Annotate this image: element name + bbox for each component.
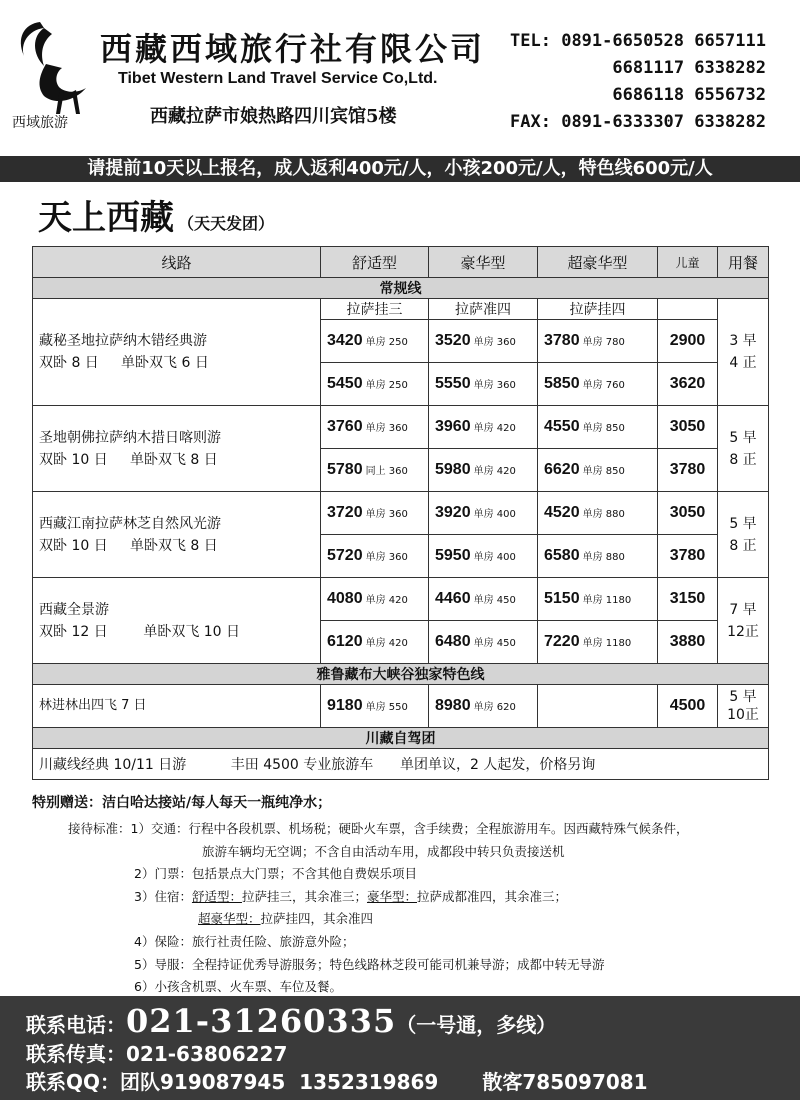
single-room-note: 单房 620 bbox=[473, 702, 516, 713]
price-cell bbox=[538, 320, 658, 363]
price-cell bbox=[538, 621, 658, 664]
price: 3720 bbox=[327, 504, 363, 521]
special-gift: 特别赠送：洁白哈达接站/每人每天一瓶纯净水； bbox=[32, 795, 332, 811]
header-super-luxury: 超豪华型 bbox=[538, 247, 658, 278]
qq-label: 联系QQ： bbox=[26, 1070, 121, 1094]
section-row bbox=[33, 278, 769, 299]
price-cell bbox=[321, 685, 429, 728]
price-cell bbox=[321, 535, 429, 578]
price-cell bbox=[429, 621, 538, 664]
title-sub: （天天发团） bbox=[178, 214, 275, 233]
single-room-note: 单房 360 bbox=[473, 337, 516, 348]
price: 7220 bbox=[544, 633, 580, 650]
logo-text: 西域旅游 bbox=[12, 115, 68, 131]
header-route: 线路 bbox=[33, 247, 321, 278]
hotel-super: 拉萨挂四 bbox=[538, 299, 658, 320]
price: 3920 bbox=[435, 504, 471, 521]
section-special: 雅鲁藏布大峡谷独家特色线 bbox=[33, 664, 769, 685]
tel-row: 6681117 6338282 bbox=[612, 58, 766, 78]
page-title bbox=[38, 190, 274, 239]
price-cell bbox=[429, 492, 538, 535]
term-item bbox=[68, 908, 688, 931]
single-room-note: 单房 420 bbox=[473, 423, 516, 434]
single-room-note: 单房 780 bbox=[582, 337, 625, 348]
price-cell bbox=[429, 685, 538, 728]
term-text: 拉萨挂四，其余准四 bbox=[260, 911, 374, 927]
price: 3960 bbox=[435, 418, 471, 435]
ibex-logo-icon bbox=[10, 14, 94, 124]
fax-number: 021-63806227 bbox=[126, 1042, 288, 1066]
price: 6620 bbox=[544, 461, 580, 478]
route-cell bbox=[33, 406, 321, 492]
tel-row: 6686118 6556732 bbox=[612, 85, 766, 105]
price-cell bbox=[538, 363, 658, 406]
term-item: 2）门票：包括景点大门票；不含其他自费娱乐项目 bbox=[134, 866, 417, 882]
price: 5850 bbox=[544, 375, 580, 392]
single-room-note: 单房 450 bbox=[473, 638, 516, 649]
header-comfort: 舒适型 bbox=[321, 247, 429, 278]
price-cell bbox=[429, 535, 538, 578]
price: 6480 bbox=[435, 633, 471, 650]
term-text: 舒适型： bbox=[191, 888, 242, 904]
route-name: 西藏全景游 bbox=[39, 601, 109, 618]
route-detail: 双卧 10 日 单卧双飞 8 日 bbox=[39, 537, 218, 554]
price-cell bbox=[321, 621, 429, 664]
contact-numbers bbox=[510, 28, 766, 136]
meal-cell bbox=[718, 578, 769, 664]
term-item: 5）导服：全程持证优秀导游服务；特色线路林芝段可能司机兼导游；成都中转无导游 bbox=[134, 956, 605, 972]
header-luxury: 豪华型 bbox=[429, 247, 538, 278]
route-cell bbox=[33, 685, 321, 728]
term-item: 旅游车辆均无空调；不含自由活动车用，成都段中转只负责接送机 bbox=[202, 843, 565, 859]
single-room-note: 单房 420 bbox=[473, 466, 516, 477]
meal-main: 4 正 bbox=[729, 355, 757, 371]
price-cell bbox=[538, 535, 658, 578]
price: 5720 bbox=[327, 547, 363, 564]
header bbox=[0, 0, 800, 150]
price: 4460 bbox=[435, 590, 471, 607]
term-text: 拉萨挂三，其余准三； bbox=[241, 888, 367, 904]
single-room-note: 单房 420 bbox=[365, 595, 408, 606]
price: 5950 bbox=[435, 547, 471, 564]
child-price: 3880 bbox=[658, 621, 718, 664]
single-room-note: 单房 360 bbox=[365, 509, 408, 520]
section-self-drive: 川藏自驾团 bbox=[33, 728, 769, 749]
section-regular: 常规线 bbox=[33, 278, 769, 299]
meal-main: 8 正 bbox=[729, 451, 757, 468]
price-cell bbox=[538, 578, 658, 621]
empty-cell bbox=[538, 685, 658, 728]
fax-number: 6338282 bbox=[694, 112, 766, 132]
meal-breakfast: 7 早 bbox=[729, 601, 757, 618]
table-row bbox=[33, 299, 769, 320]
meal-breakfast: 5 早 bbox=[729, 515, 757, 532]
price: 5980 bbox=[435, 461, 471, 478]
single-room-note: 单房 250 bbox=[365, 337, 408, 348]
table-row bbox=[33, 578, 769, 621]
route-cell bbox=[33, 299, 321, 406]
route-name: 西藏江南拉萨林芝自然风光游 bbox=[39, 515, 221, 532]
term-item: 接待标准：1）交通：行程中各段机票、机场税；硬卧火车票，含手续费；全程旅游用车。因西藏特殊气候条件， bbox=[68, 821, 689, 836]
single-room-note: 单房 360 bbox=[365, 423, 408, 434]
single-room-note: 单房 880 bbox=[582, 509, 625, 520]
phone-note: （一号通，多线） bbox=[396, 1013, 557, 1037]
price: 4520 bbox=[544, 504, 580, 521]
price-cell bbox=[429, 320, 538, 363]
price: 3780 bbox=[544, 332, 580, 349]
term-text: 3）住宿： bbox=[134, 888, 192, 904]
route-detail: 双卧 12 日 单卧双飞 10 日 bbox=[39, 623, 241, 640]
route-cell bbox=[33, 492, 321, 578]
single-room-note: 单房 1180 bbox=[582, 595, 632, 606]
terms-list bbox=[68, 818, 688, 999]
meal-main: 10正 bbox=[727, 707, 759, 723]
tel-number: 6657111 bbox=[694, 31, 766, 51]
self-drive-info: 川藏线经典 10/11 日游 丰田 4500 专业旅游车 单团单议，2 人起发，价格另询 bbox=[33, 749, 769, 780]
fax-label: FAX: bbox=[510, 112, 551, 132]
meal-main: 8 正 bbox=[729, 537, 757, 554]
meal-breakfast: 5 早 bbox=[729, 689, 757, 705]
child-price: 3780 bbox=[658, 449, 718, 492]
meal-breakfast: 3 早 bbox=[729, 333, 757, 349]
header-meal: 用餐 bbox=[718, 247, 769, 278]
child-price: 3050 bbox=[658, 492, 718, 535]
price: 5780 bbox=[327, 461, 363, 478]
tel-number: 0891-6650528 bbox=[561, 31, 685, 51]
term-item bbox=[68, 886, 688, 909]
price: 3420 bbox=[327, 332, 363, 349]
contact-qq-line bbox=[26, 1066, 648, 1095]
child-price: 2900 bbox=[658, 319, 717, 362]
child-price: 3780 bbox=[658, 535, 718, 578]
single-room-note: 单房 1180 bbox=[582, 638, 632, 649]
qq-single: 散客785097081 bbox=[482, 1070, 648, 1094]
single-room-note: 单房 250 bbox=[365, 380, 408, 391]
term-text: 超豪华型： bbox=[198, 911, 261, 927]
meal-cell bbox=[718, 299, 769, 406]
meal-main: 12正 bbox=[727, 623, 759, 640]
price-cell bbox=[538, 406, 658, 449]
company-name-cn: 西藏西域旅行社有限公司 bbox=[100, 30, 486, 68]
term-text: 豪华型： bbox=[366, 888, 417, 904]
single-room-note: 单房 400 bbox=[473, 552, 516, 563]
meal-cell bbox=[718, 492, 769, 578]
route-name: 圣地朝佛拉萨纳木措日喀则游 bbox=[39, 429, 221, 446]
price-cell bbox=[538, 492, 658, 535]
tel-label: TEL: bbox=[510, 31, 551, 51]
contact-fax-line bbox=[26, 1038, 287, 1067]
meal-breakfast: 5 早 bbox=[729, 429, 757, 446]
contact-phone-line bbox=[26, 1002, 556, 1040]
price-cell bbox=[321, 449, 429, 492]
qq-team: 团队919087945 1352319869 bbox=[120, 1070, 439, 1094]
price-cell bbox=[429, 363, 538, 406]
single-room-note: 单房 360 bbox=[365, 552, 408, 563]
single-room-note: 单房 760 bbox=[582, 380, 625, 391]
table-row bbox=[33, 406, 769, 449]
phone-number: 021-31260335 bbox=[126, 1002, 397, 1040]
price-cell bbox=[429, 406, 538, 449]
price: 4550 bbox=[544, 418, 580, 435]
single-room-note: 单房 850 bbox=[582, 466, 625, 477]
route-detail: 双卧 8 日 单卧双飞 6 日 bbox=[39, 355, 209, 371]
price: 8980 bbox=[435, 697, 471, 714]
price: 9180 bbox=[327, 697, 363, 714]
child-price: 3150 bbox=[658, 578, 718, 621]
company-address: 西藏拉萨市娘热路四川宾馆5楼 bbox=[150, 106, 397, 127]
price-cell bbox=[321, 406, 429, 449]
term-text: 拉萨成都准四，其余准三； bbox=[417, 888, 568, 904]
table-header-row bbox=[33, 247, 769, 278]
single-room-note: 单房 450 bbox=[473, 595, 516, 606]
term-item: 6）小孩含机票、火车票、车位及餐。 bbox=[134, 979, 342, 995]
fax-label: 联系传真： bbox=[26, 1042, 126, 1066]
price: 4080 bbox=[327, 590, 363, 607]
child-column bbox=[658, 299, 718, 406]
single-room-note: 单房 550 bbox=[365, 702, 408, 713]
title-main: 天上西藏 bbox=[38, 198, 174, 238]
price-cell bbox=[538, 449, 658, 492]
route-detail: 双卧 10 日 单卧双飞 8 日 bbox=[39, 451, 218, 468]
meal-cell bbox=[718, 685, 769, 728]
price: 3520 bbox=[435, 332, 471, 349]
route-cell bbox=[33, 578, 321, 664]
price: 5550 bbox=[435, 375, 471, 392]
term-item: 4）保险：旅行社责任险、旅游意外险； bbox=[134, 933, 355, 949]
price-cell bbox=[429, 578, 538, 621]
meal-cell bbox=[718, 406, 769, 492]
single-room-note: 单房 360 bbox=[473, 380, 516, 391]
table-row bbox=[33, 685, 769, 728]
table-row bbox=[33, 492, 769, 535]
price: 6120 bbox=[327, 633, 363, 650]
child-price: 3620 bbox=[658, 362, 717, 405]
price-cell bbox=[321, 320, 429, 363]
single-room-note: 同上 360 bbox=[365, 466, 408, 477]
price: 3760 bbox=[327, 418, 363, 435]
rebate-notice-banner: 请提前10天以上报名，成人返利400元/人，小孩200元/人，特色线600元/人 bbox=[0, 156, 800, 182]
contact-footer bbox=[0, 996, 800, 1100]
section-row bbox=[33, 664, 769, 685]
price: 6580 bbox=[544, 547, 580, 564]
price-cell bbox=[321, 492, 429, 535]
phone-label: 联系电话： bbox=[26, 1013, 126, 1037]
child-price: 3050 bbox=[658, 406, 718, 449]
price-table bbox=[32, 246, 769, 780]
single-room-note: 单房 420 bbox=[365, 638, 408, 649]
route-name: 藏秘圣地拉萨纳木错经典游 bbox=[39, 333, 207, 349]
tel-row bbox=[510, 28, 766, 55]
hotel-comfort: 拉萨挂三 bbox=[321, 299, 429, 320]
single-room-note: 单房 880 bbox=[582, 552, 625, 563]
price: 5450 bbox=[327, 375, 363, 392]
route-name: 林进林出四飞 7 日 bbox=[39, 698, 147, 713]
child-price: 4500 bbox=[658, 685, 718, 728]
hotel-luxury: 拉萨准四 bbox=[429, 299, 538, 320]
price-cell bbox=[321, 578, 429, 621]
fax-row bbox=[510, 109, 766, 136]
header-child: 儿童 bbox=[658, 247, 718, 278]
fax-number: 0891-6333307 bbox=[561, 112, 685, 132]
single-room-note: 单房 400 bbox=[473, 509, 516, 520]
company-name-en: Tibet Western Land Travel Service Co,Ltd. bbox=[118, 70, 438, 87]
section-row bbox=[33, 728, 769, 749]
table-row bbox=[33, 749, 769, 780]
price-cell bbox=[321, 363, 429, 406]
price-cell bbox=[429, 449, 538, 492]
price: 5150 bbox=[544, 590, 580, 607]
single-room-note: 单房 850 bbox=[582, 423, 625, 434]
